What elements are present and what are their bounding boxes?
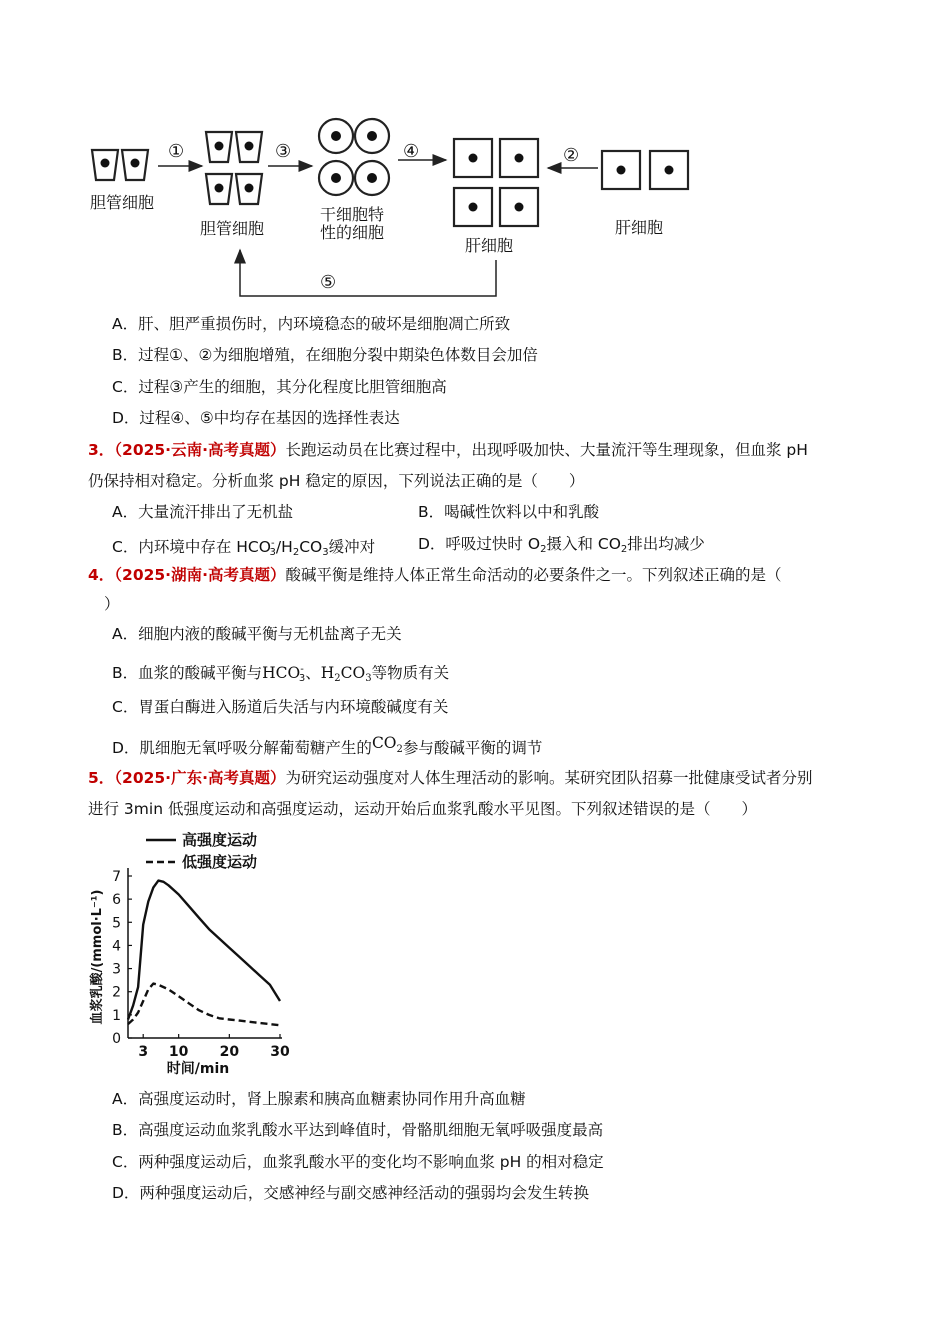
- q4-b-sub-1: 3: [298, 673, 306, 684]
- label-liver-cell-right: 肝细胞: [615, 218, 664, 237]
- stem-like-cells-group: [319, 119, 389, 195]
- q3-source: （2025·云南·高考真题）: [114, 441, 286, 459]
- q2-option-a: A．肝、胆严重损伤时，内环境稳态的破坏是细胞凋亡所致: [112, 315, 511, 333]
- q4-b-sub-3: 3: [365, 673, 372, 684]
- q3-c-text-1: C．内环境中存在 HCO: [112, 538, 271, 556]
- q3-d-text-3: 排出均减少: [627, 535, 705, 553]
- x-axis-label: 时间/min: [166, 1061, 230, 1077]
- label-bile-duct-cell-1: 胆管细胞: [90, 193, 155, 212]
- q3-option-a: A．大量流汗排出了无机盐: [112, 503, 294, 521]
- q4-b-sep: 、: [305, 664, 321, 682]
- q5-option-d: D．两种强度运动后，交感神经与副交感神经活动的强弱均会发生转换: [112, 1184, 589, 1202]
- q3-d-text-2: 摄入和 CO: [546, 535, 621, 553]
- q3-d-sub-2: 2: [620, 544, 628, 555]
- q2-option-d: D．过程④、⑤中均存在基因的选择性表达: [112, 409, 400, 427]
- q4-b-formula-2a: H: [320, 664, 335, 682]
- q4-stem-line2: ）: [104, 595, 120, 613]
- q4-d-sub: 2: [396, 744, 403, 755]
- legend-label: 低强度运动: [182, 853, 258, 871]
- q4-stem-line1: [88, 565, 781, 585]
- q3-c-sub-3: 3: [322, 547, 329, 558]
- q3-option-d: [418, 534, 705, 560]
- q4-b-sup: -: [300, 664, 304, 675]
- q4-stem-text: 酸碱平衡是维持人体正常生命活动的必要条件之一。下列叙述正确的是（: [285, 566, 782, 584]
- q5-source: （2025·广东·高考真题）: [114, 769, 286, 787]
- q5-stem-line1: [88, 768, 812, 788]
- y-axis-label: 血浆乳酸/(mmol·L⁻¹): [90, 889, 105, 1025]
- q5-option-c: C．两种强度运动后，血浆乳酸水平的变化均不影响血浆 pH 的相对稳定: [112, 1153, 604, 1171]
- q3-c-sub-1: 3: [269, 547, 276, 558]
- series-line-high-intensity: [128, 881, 280, 1020]
- q5-option-b: B．高强度运动血浆乳酸水平达到峰值时，骨骼肌细胞无氧呼吸强度最高: [112, 1121, 604, 1139]
- x-tick-label: 30: [270, 1044, 290, 1060]
- q3-d-sub-1: 2: [540, 544, 547, 555]
- label-liver-cell-mid: 肝细胞: [465, 236, 514, 255]
- q4-b-text-1: B．血浆的酸碱平衡与: [112, 664, 263, 682]
- q5-option-a: A．高强度运动时，肾上腺素和胰高血糖素协同作用升高血糖: [112, 1090, 526, 1108]
- q4-b-formula-1: HCO: [262, 664, 301, 682]
- q4-option-a: A．细胞内液的酸碱平衡与无机盐离子无关: [112, 625, 402, 643]
- liver-cells-group-mid: [454, 139, 538, 226]
- q5-stem-line2: 进行 3min 低强度运动和高强度运动，运动开始后血浆乳酸水平见图。下列叙述错误的是（ ）: [88, 800, 757, 818]
- bile-duct-cells-group-2: [206, 132, 262, 204]
- q5-stem-text: 为研究运动强度对人体生理活动的影响。某研究团队招募一批健康受试者分别: [285, 769, 813, 787]
- cell-differentiation-diagram: [80, 110, 720, 310]
- q4-option-b: [112, 660, 449, 689]
- label-stem-like-line2: 性的细胞: [320, 223, 385, 242]
- step-4-label: ④: [403, 141, 420, 162]
- y-tick-label: 0: [112, 1031, 121, 1047]
- diagram-svg: [80, 110, 720, 310]
- q4-b-text-2: 等物质有关: [371, 664, 450, 682]
- q3-stem-line2: 仍保持相对稳定。分析血浆 pH 稳定的原因，下列说法正确的是（ ）: [88, 472, 585, 490]
- q3-c-sup: -: [270, 538, 275, 549]
- q3-option-c: [112, 534, 375, 563]
- step-2-label: ②: [563, 145, 580, 166]
- y-tick-label: 3: [112, 961, 121, 978]
- q4-b-sub-2: 2: [334, 673, 341, 684]
- q4-option-d: [112, 733, 542, 760]
- q3-d-text-1: D．呼吸过快时 O: [418, 535, 541, 553]
- q4-b-formula-2b: CO: [340, 664, 366, 682]
- x-tick-label: 10: [168, 1044, 189, 1060]
- lactate-chart-svg: [88, 828, 308, 1078]
- step-3-label: ③: [275, 141, 292, 162]
- q4-option-c: C．胃蛋白酶进入肠道后失活与内环境酸碱度有关: [112, 698, 449, 716]
- series-line-low-intensity: [128, 984, 280, 1026]
- q3-stem-line1: [88, 440, 808, 460]
- q4-number: 4．: [88, 566, 115, 584]
- q4-d-formula: CO: [371, 734, 397, 752]
- q3-c-text-2: /H: [275, 538, 293, 556]
- step-1-label: ①: [168, 141, 185, 162]
- label-stem-like-line1: 干细胞特: [320, 205, 385, 224]
- y-tick-label: 1: [112, 1007, 121, 1024]
- q2-option-c: C．过程③产生的细胞，其分化程度比胆管细胞高: [112, 378, 447, 396]
- q3-stem-text: 长跑运动员在比赛过程中，出现呼吸加快、大量流汗等生理现象，但血浆 pH: [285, 441, 808, 459]
- q3-c-text-4: 缓冲对: [328, 538, 376, 556]
- q2-option-b: B．过程①、②为细胞增殖，在细胞分裂中期染色体数目会加倍: [112, 346, 538, 364]
- y-tick-label: 6: [112, 892, 121, 909]
- bile-duct-cells-group-1: [92, 150, 148, 180]
- step-5-label: ⑤: [320, 272, 337, 293]
- q5-number: 5．: [88, 769, 115, 787]
- x-tick-label: 3: [138, 1044, 149, 1060]
- label-bile-duct-cell-2: 胆管细胞: [200, 219, 265, 238]
- lactate-chart: [88, 828, 308, 1078]
- y-tick-label: 4: [112, 938, 121, 955]
- q4-d-text-1: D．肌细胞无氧呼吸分解葡萄糖产生的: [112, 739, 372, 757]
- y-tick-label: 2: [112, 984, 121, 1001]
- q3-c-sub-2: 2: [292, 547, 300, 558]
- q3-c-text-3: CO: [299, 538, 323, 556]
- y-tick-label: 5: [112, 915, 121, 932]
- legend-label: 高强度运动: [182, 831, 258, 849]
- q4-source: （2025·湖南·高考真题）: [114, 566, 286, 584]
- q3-option-b: B．喝碱性饮料以中和乳酸: [418, 503, 600, 521]
- q4-d-text-2: 参与酸碱平衡的调节: [402, 739, 543, 757]
- liver-cells-group-right: [602, 151, 688, 189]
- q3-number: 3．: [88, 441, 115, 459]
- y-tick-label: 7: [112, 869, 121, 885]
- x-tick-label: 20: [219, 1044, 240, 1060]
